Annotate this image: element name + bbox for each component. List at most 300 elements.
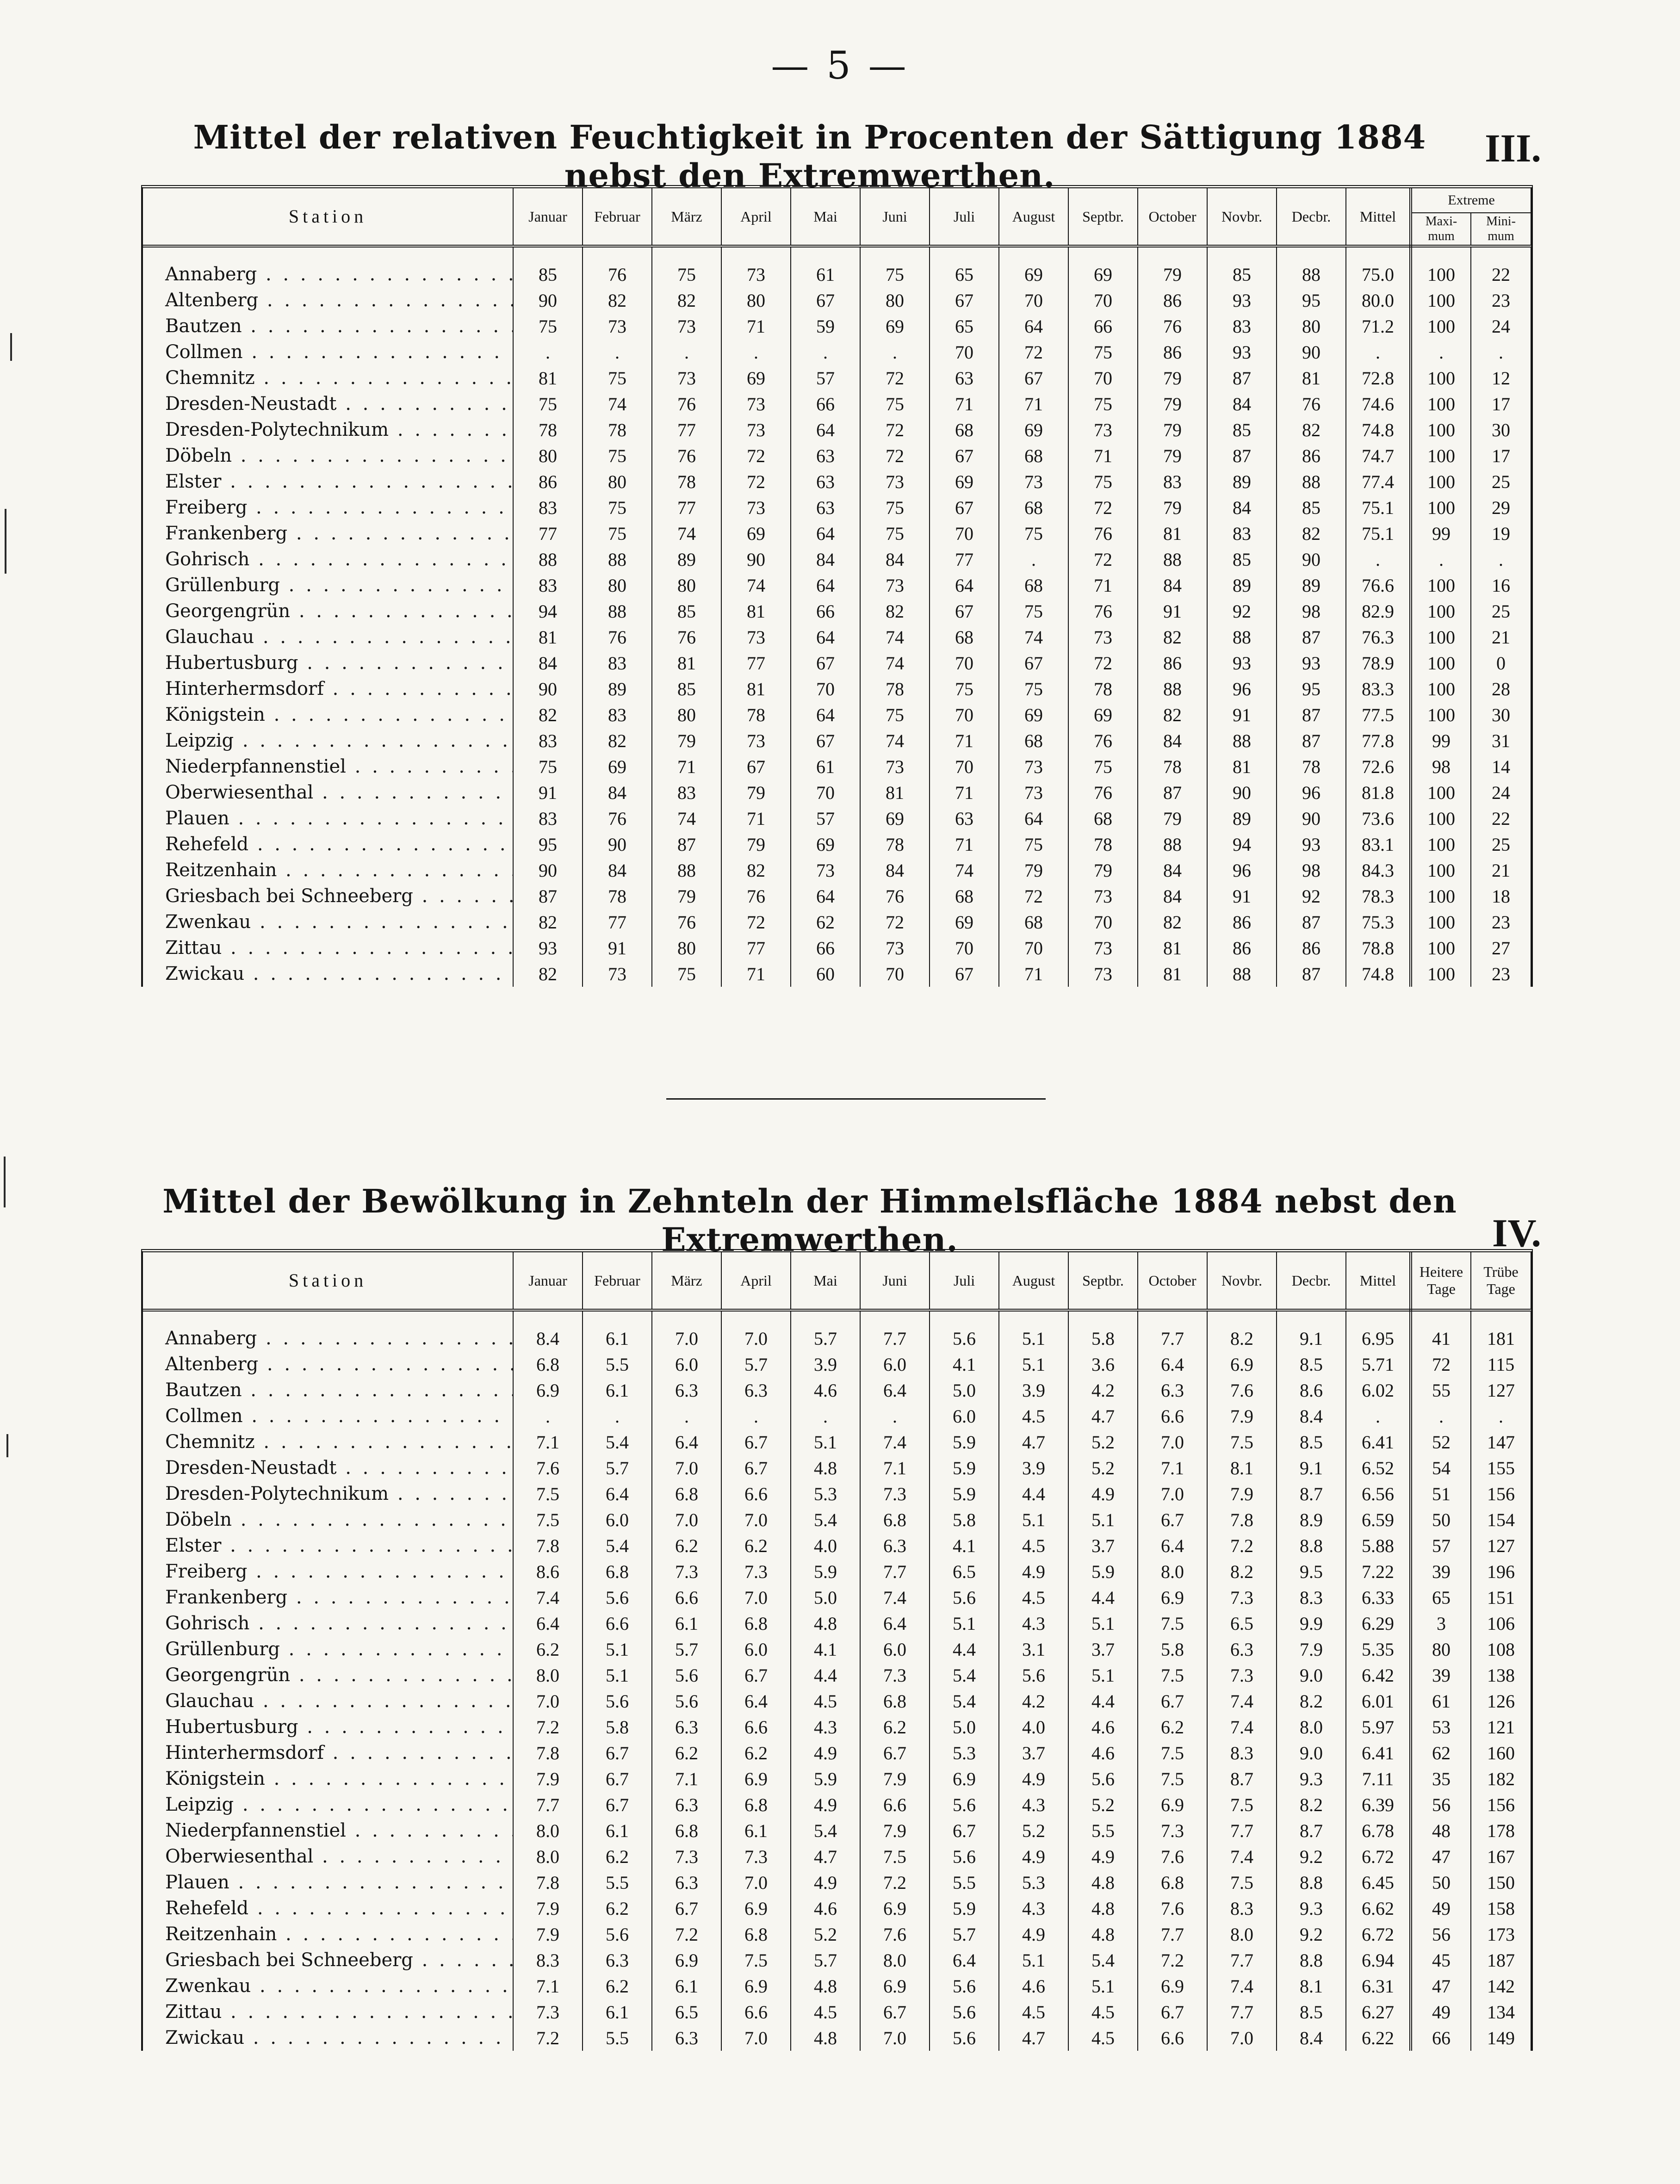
table-row — [143, 831, 1531, 857]
table-row — [143, 1947, 1531, 1973]
table-cell: 7.0 — [652, 1310, 721, 1351]
table-cell: 7.1 — [513, 1973, 583, 1999]
table-cell: 6.0 — [652, 1351, 721, 1377]
table-cell: 69 — [930, 909, 999, 935]
table-cell: 5.3 — [930, 1740, 999, 1766]
table-cell: 6.72 — [1346, 1844, 1411, 1869]
table-cell: 6.2 — [583, 1844, 652, 1869]
table-cell: 7.5 — [1207, 1792, 1277, 1818]
table-cell: 5.9 — [791, 1766, 860, 1792]
table-cell: 167 — [1471, 1844, 1531, 1869]
table-cell: 5.6 — [930, 2025, 999, 2051]
table-cell: 21 — [1471, 857, 1531, 883]
table-cell: 6.9 — [860, 1973, 930, 1999]
table-cell: 6.8 — [513, 1351, 583, 1377]
table-cell: 9.2 — [1277, 1844, 1346, 1869]
table-row — [143, 391, 1531, 417]
table-cell: 6.4 — [721, 1688, 791, 1714]
table-cell: 8.8 — [1277, 1533, 1346, 1559]
table-cell: 71 — [999, 391, 1068, 417]
table-cell: 78 — [1068, 676, 1138, 702]
table-cell: 7.0 — [652, 1455, 721, 1481]
table-cell: 85 — [652, 676, 721, 702]
table-cell: 6.3 — [721, 1377, 791, 1403]
table-cell: 4.7 — [999, 2025, 1068, 2051]
table-cell: 5.1 — [1068, 1973, 1138, 1999]
table-cell: 7.0 — [1207, 2025, 1277, 2051]
table-cell: 78 — [1068, 831, 1138, 857]
table-cell: 6.59 — [1346, 1507, 1411, 1533]
table-cell: 5.8 — [1068, 1310, 1138, 1351]
table-cell: 5.7 — [652, 1636, 721, 1662]
table-cell: 3.9 — [791, 1351, 860, 1377]
table-cell: 9.3 — [1277, 1766, 1346, 1792]
table-cell: 5.4 — [930, 1662, 999, 1688]
table-cell: 6.1 — [583, 1377, 652, 1403]
station-header: Station — [143, 188, 513, 246]
table-cell: 6.3 — [652, 1792, 721, 1818]
table-row — [143, 676, 1531, 702]
table-cell: 79 — [721, 780, 791, 805]
table-cell: 8.0 — [513, 1844, 583, 1869]
table-cell: 6.1 — [652, 1610, 721, 1636]
table-cell: 7.0 — [652, 1507, 721, 1533]
table-row — [143, 1869, 1531, 1895]
table-cell: . — [860, 339, 930, 365]
table-cell: 66 — [791, 935, 860, 961]
table-cell: 74 — [860, 728, 930, 754]
table-cell: 6.7 — [583, 1792, 652, 1818]
table-row — [143, 1714, 1531, 1740]
table4-number: IV. — [1492, 1211, 1541, 1255]
station-name: Gohrisch . . . — [143, 546, 513, 572]
table-cell: 67 — [930, 495, 999, 520]
table-cell: 69 — [999, 417, 1068, 443]
table-cell: 70 — [930, 339, 999, 365]
table-cell: 5.5 — [930, 1869, 999, 1895]
table-cell: 149 — [1471, 2025, 1531, 2051]
station-header: Station — [143, 1252, 513, 1310]
table-cell: 61 — [1411, 1688, 1471, 1714]
table-cell: 6.7 — [652, 1895, 721, 1921]
table-cell: 91 — [1138, 598, 1207, 624]
table-cell: 6.3 — [860, 1533, 930, 1559]
table-cell: 5.9 — [930, 1481, 999, 1507]
table-cell: 6.2 — [583, 1973, 652, 1999]
table-cell: 127 — [1471, 1377, 1531, 1403]
table-cell: 5.3 — [999, 1869, 1068, 1895]
table-row — [143, 1584, 1531, 1610]
table-cell: 7.3 — [721, 1844, 791, 1869]
table-cell: 64 — [930, 572, 999, 598]
table-cell: 6.31 — [1346, 1973, 1411, 1999]
table-row — [143, 1999, 1531, 2025]
table-row — [143, 469, 1531, 495]
table-cell: 5.0 — [930, 1714, 999, 1740]
table-cell: 6.7 — [1138, 1999, 1207, 2025]
table-cell: 6.7 — [860, 1740, 930, 1766]
table-cell: 187 — [1471, 1947, 1531, 1973]
table-cell: 4.4 — [791, 1662, 860, 1688]
station-name: Plauen . . . — [143, 1869, 513, 1895]
table-cell: 96 — [1277, 780, 1346, 805]
table-cell: 4.4 — [1068, 1688, 1138, 1714]
extreme-header: Extreme — [1411, 188, 1531, 213]
table-cell: 5.5 — [583, 2025, 652, 2051]
table-cell: 68 — [999, 909, 1068, 935]
table-cell: 4.9 — [999, 1766, 1068, 1792]
table-cell: 87 — [1207, 365, 1277, 391]
table-cell: 70 — [930, 754, 999, 780]
table-cell: 76 — [1138, 313, 1207, 339]
table-cell: 84.3 — [1346, 857, 1411, 883]
table-cell: 93 — [1207, 339, 1277, 365]
table-cell: 5.2 — [1068, 1455, 1138, 1481]
table-cell: 82 — [583, 287, 652, 313]
table-cell: 72 — [1068, 650, 1138, 676]
table-cell: 7.0 — [1138, 1429, 1207, 1455]
table-cell: 64 — [999, 805, 1068, 831]
table-cell: 93 — [1277, 831, 1346, 857]
table-cell: 5.2 — [1068, 1792, 1138, 1818]
table-cell: 57 — [1411, 1533, 1471, 1559]
table-cell: 5.6 — [930, 1310, 999, 1351]
table-cell: 67 — [930, 443, 999, 469]
table-cell: 88 — [1138, 676, 1207, 702]
table-cell: 89 — [1277, 572, 1346, 598]
table-cell: 75 — [860, 246, 930, 287]
table-cell: 6.7 — [721, 1429, 791, 1455]
table-cell: 6.29 — [1346, 1610, 1411, 1636]
table-cell: 3.7 — [1068, 1533, 1138, 1559]
station-name: Collmen . . . — [143, 1403, 513, 1429]
table-cell: 4.8 — [1068, 1921, 1138, 1947]
table-cell: 87 — [1277, 961, 1346, 987]
table-cell: 90 — [721, 546, 791, 572]
table-cell: 70 — [791, 780, 860, 805]
table-cell: 52 — [1411, 1429, 1471, 1455]
station-name: Gohrisch . . . — [143, 1610, 513, 1636]
table-cell: 74 — [930, 857, 999, 883]
table-cell: 5.6 — [930, 1999, 999, 2025]
table-cell: 8.1 — [1277, 1973, 1346, 1999]
table-cell: 91 — [583, 935, 652, 961]
table-cell: 6.0 — [721, 1636, 791, 1662]
table-cell: 72 — [721, 443, 791, 469]
table-cell: 7.3 — [721, 1559, 791, 1584]
table-cell: 100 — [1411, 857, 1471, 883]
table-cell: 78 — [721, 702, 791, 728]
table-cell: 126 — [1471, 1688, 1531, 1714]
table-cell: 7.6 — [513, 1455, 583, 1481]
table-cell: 8.3 — [1207, 1740, 1277, 1766]
table-cell: 5.6 — [583, 1921, 652, 1947]
table-cell: 7.5 — [721, 1947, 791, 1973]
table-cell: 4.5 — [1068, 1999, 1138, 2025]
table-row — [143, 1766, 1531, 1792]
table-cell: 6.2 — [652, 1740, 721, 1766]
table-cell: 17 — [1471, 443, 1531, 469]
table-cell: 6.8 — [860, 1507, 930, 1533]
table-cell: 80.0 — [1346, 287, 1411, 313]
table-cell: 90 — [583, 831, 652, 857]
table-cell: 90 — [513, 287, 583, 313]
table-cell: 6.78 — [1346, 1818, 1411, 1844]
station-name: Dresden-Neustadt . . . — [143, 1455, 513, 1481]
table-cell: 3.7 — [1068, 1636, 1138, 1662]
table-row — [143, 572, 1531, 598]
table-cell: 83 — [1138, 469, 1207, 495]
station-name: Bautzen . . . — [143, 313, 513, 339]
table-cell: 96 — [1207, 676, 1277, 702]
table-cell: 71 — [1068, 572, 1138, 598]
table-cell: 5.7 — [930, 1921, 999, 1947]
table-cell: 5.5 — [583, 1351, 652, 1377]
table-cell: 7.0 — [721, 1507, 791, 1533]
station-name: Hubertusburg . . . — [143, 1714, 513, 1740]
table-cell: 72 — [860, 443, 930, 469]
table-row — [143, 1740, 1531, 1766]
table-cell: 6.3 — [1207, 1636, 1277, 1662]
table-cell: 6.2 — [860, 1714, 930, 1740]
station-name: Rehefeld . . . — [143, 1895, 513, 1921]
table-cell: 23 — [1471, 909, 1531, 935]
table-cell: 82 — [1138, 702, 1207, 728]
table-cell: 5.6 — [930, 1973, 999, 1999]
table-cell: 21 — [1471, 624, 1531, 650]
table-cell: 23 — [1471, 961, 1531, 987]
table-cell: 75 — [860, 520, 930, 546]
table-cell: 4.2 — [999, 1688, 1068, 1714]
table-cell: 4.8 — [791, 1610, 860, 1636]
table-cell: 76 — [1068, 780, 1138, 805]
table-cell: . — [583, 1403, 652, 1429]
table-cell: 7.9 — [860, 1818, 930, 1844]
table-cell: 7.5 — [860, 1844, 930, 1869]
table-cell: 88 — [1277, 469, 1346, 495]
station-name: Griesbach bei Schneeberg . . . — [143, 883, 513, 909]
table-cell: 181 — [1471, 1310, 1531, 1351]
table-cell: 4.7 — [791, 1844, 860, 1869]
table-cell: 69 — [1068, 702, 1138, 728]
table-cell: 24 — [1471, 313, 1531, 339]
month-header: October — [1138, 1252, 1207, 1310]
table-cell: 7.7 — [860, 1559, 930, 1584]
table-cell: 6.2 — [721, 1533, 791, 1559]
table-cell: 8.0 — [1138, 1559, 1207, 1584]
table-cell: 4.3 — [999, 1792, 1068, 1818]
station-name: Zwickau . . . — [143, 961, 513, 987]
table-cell: 4.1 — [791, 1636, 860, 1662]
table-cell: 8.0 — [1207, 1921, 1277, 1947]
table-row — [143, 546, 1531, 572]
table-cell: 84 — [1207, 495, 1277, 520]
table-cell: 86 — [513, 469, 583, 495]
table-cell: 8.7 — [1207, 1766, 1277, 1792]
station-name: Georgengrün . . . — [143, 1662, 513, 1688]
table-cell: 4.6 — [999, 1973, 1068, 1999]
table-cell: 9.3 — [1277, 1895, 1346, 1921]
table-cell: 6.4 — [860, 1610, 930, 1636]
table-cell: 80 — [583, 572, 652, 598]
table-cell: 7.4 — [860, 1429, 930, 1455]
table-cell: 64 — [791, 702, 860, 728]
table-cell: 6.2 — [1138, 1714, 1207, 1740]
table-cell: 4.8 — [791, 2025, 860, 2051]
table-cell: 6.5 — [1207, 1610, 1277, 1636]
table-cell: 73 — [721, 624, 791, 650]
station-name: Bautzen . . . — [143, 1377, 513, 1403]
table-cell: 156 — [1471, 1792, 1531, 1818]
table-cell: 28 — [1471, 676, 1531, 702]
table-cell: 7.11 — [1346, 1766, 1411, 1792]
station-name: Elster . . . — [143, 1533, 513, 1559]
table-cell: 100 — [1411, 624, 1471, 650]
table-cell: 4.9 — [999, 1844, 1068, 1869]
table-cell: 7.3 — [652, 1559, 721, 1584]
table-cell: 5.0 — [930, 1377, 999, 1403]
table-cell: 55 — [1411, 1377, 1471, 1403]
table-cell: 100 — [1411, 287, 1471, 313]
table-cell: 76.6 — [1346, 572, 1411, 598]
table-cell: 75 — [583, 495, 652, 520]
month-header: Juli — [930, 188, 999, 246]
table-cell: 19 — [1471, 520, 1531, 546]
month-header: Novbr. — [1207, 1252, 1277, 1310]
table-row — [143, 2025, 1531, 2051]
table-cell: 87 — [513, 883, 583, 909]
table-cell: 7.9 — [860, 1766, 930, 1792]
table-cell: 85 — [513, 246, 583, 287]
table-cell: 5.3 — [791, 1481, 860, 1507]
table-cell: 68 — [1068, 805, 1138, 831]
table-cell: 81 — [721, 598, 791, 624]
table-cell: 6.6 — [721, 1999, 791, 2025]
table-cell: 100 — [1411, 831, 1471, 857]
table-cell: 77 — [513, 520, 583, 546]
table-cell: 83 — [513, 572, 583, 598]
table-cell: 8.5 — [1277, 1999, 1346, 2025]
month-header: Septbr. — [1068, 188, 1138, 246]
table-cell: 6.9 — [721, 1766, 791, 1792]
month-header: Januar — [513, 188, 583, 246]
table-cell: 7.5 — [513, 1481, 583, 1507]
overcast-days-header: Trübe Tage — [1471, 1252, 1531, 1310]
table-cell: 72 — [860, 417, 930, 443]
table-cell: 86 — [1207, 935, 1277, 961]
table-cell: 24 — [1471, 780, 1531, 805]
table-cell: 82 — [513, 961, 583, 987]
table-cell: 83.1 — [1346, 831, 1411, 857]
table-cell: 7.5 — [1138, 1610, 1207, 1636]
table-cell: 6.6 — [721, 1481, 791, 1507]
table-cell: 7.5 — [1138, 1766, 1207, 1792]
table-row — [143, 1310, 1531, 1351]
table-cell: 6.4 — [1138, 1533, 1207, 1559]
table-cell: 6.6 — [1138, 1403, 1207, 1429]
table-cell: 6.1 — [583, 1310, 652, 1351]
table-cell: 8.7 — [1277, 1481, 1346, 1507]
station-name: Döbeln . . . — [143, 443, 513, 469]
table-cell: 6.2 — [652, 1533, 721, 1559]
table-cell: 5.6 — [930, 1844, 999, 1869]
table-cell: 7.7 — [1207, 1947, 1277, 1973]
table-row — [143, 624, 1531, 650]
table-cell: 22 — [1471, 805, 1531, 831]
table-cell: 5.4 — [1068, 1947, 1138, 1973]
table-cell: 99 — [1411, 728, 1471, 754]
table-cell: 4.8 — [791, 1455, 860, 1481]
table-cell: 73 — [999, 754, 1068, 780]
table-cell: 8.6 — [513, 1559, 583, 1584]
table-row — [143, 1610, 1531, 1636]
table-cell: 63 — [791, 495, 860, 520]
min-header: Mini- mum — [1471, 213, 1531, 246]
table-cell: 78 — [860, 676, 930, 702]
table-cell: 5.1 — [930, 1610, 999, 1636]
table-cell: 57 — [791, 805, 860, 831]
table-cell: 29 — [1471, 495, 1531, 520]
table-cell: 84 — [1207, 391, 1277, 417]
table-cell: 8.8 — [1277, 1869, 1346, 1895]
table-cell: 7.4 — [1207, 1714, 1277, 1740]
table-cell: 6.41 — [1346, 1429, 1411, 1455]
table-cell: 6.4 — [513, 1610, 583, 1636]
table-cell: 4.1 — [930, 1351, 999, 1377]
table-cell: 5.5 — [1068, 1818, 1138, 1844]
table-cell: 57 — [791, 365, 860, 391]
table-cell: 5.7 — [721, 1351, 791, 1377]
table-cell: 142 — [1471, 1973, 1531, 1999]
table-cell: 77.4 — [1346, 469, 1411, 495]
table-cell: 80 — [1411, 1636, 1471, 1662]
table-cell: 7.8 — [513, 1869, 583, 1895]
table-cell: 81 — [1138, 935, 1207, 961]
table-cell: 5.2 — [1068, 1429, 1138, 1455]
table-cell: 75 — [860, 391, 930, 417]
table-cell: 71.2 — [1346, 313, 1411, 339]
table-cell: 5.35 — [1346, 1636, 1411, 1662]
table-cell: 73 — [583, 313, 652, 339]
table-row — [143, 1429, 1531, 1455]
table-cell: 84 — [1138, 883, 1207, 909]
table-cell: 83 — [583, 702, 652, 728]
table-cell: 4.6 — [1068, 1740, 1138, 1766]
table-cell: 4.4 — [930, 1636, 999, 1662]
table-cell: 6.22 — [1346, 2025, 1411, 2051]
table-cell: 6.52 — [1346, 1455, 1411, 1481]
table-cell: 86 — [1207, 909, 1277, 935]
table-cell: 74 — [583, 391, 652, 417]
month-header: März — [652, 1252, 721, 1310]
table-cell: 6.02 — [1346, 1377, 1411, 1403]
table-row — [143, 1921, 1531, 1947]
table-cell: 88 — [513, 546, 583, 572]
station-name: Dresden-Polytechnikum . . . — [143, 1481, 513, 1507]
table-cell: 39 — [1411, 1559, 1471, 1584]
table-row — [143, 1818, 1531, 1844]
table-row — [143, 1507, 1531, 1533]
mean-header: Mittel — [1346, 1252, 1411, 1310]
table-cell: 178 — [1471, 1818, 1531, 1844]
table-cell: 73 — [1068, 961, 1138, 987]
table-cell: 80 — [652, 572, 721, 598]
table-cell: 76 — [583, 624, 652, 650]
table-cell: 65 — [930, 313, 999, 339]
table-cell: 73 — [652, 365, 721, 391]
table-cell: 6.7 — [721, 1455, 791, 1481]
table-cell: . — [791, 339, 860, 365]
